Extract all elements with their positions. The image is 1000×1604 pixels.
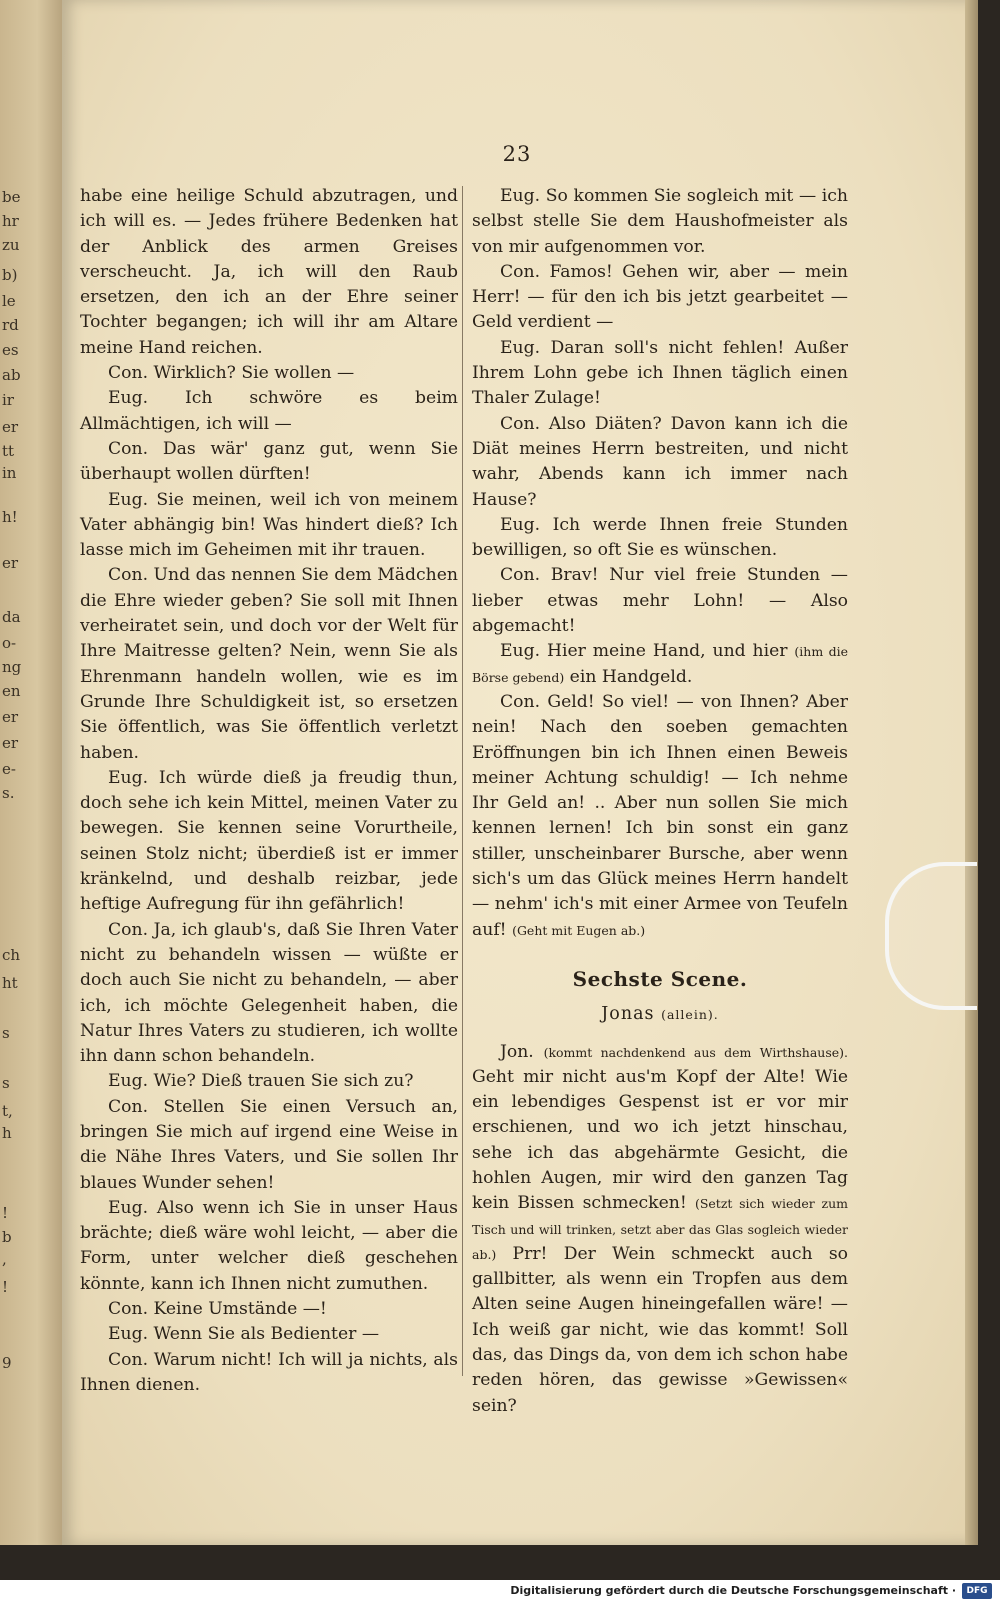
dialogue-paragraph: Eug. Ich schwöre es beim Allmächtigen, ich will — [80, 388, 458, 434]
right-column [472, 184, 848, 1419]
margin-glyph: h [2, 1124, 12, 1142]
dialogue-paragraph: Eug. Also wenn ich Sie in unser Haus brächte; dieß wäre wohl leicht, — aber die Form, unter welcher dieß geschehen könnte, kann ich Ihnen nicht zumuthen. [80, 1197, 458, 1294]
left-column [80, 184, 458, 1398]
margin-glyph: ng [2, 658, 22, 676]
page-number: 23 [502, 142, 532, 166]
margin-glyph: zu [2, 236, 20, 254]
geld-text: Con. Geld! So viel! — von Ihnen? Aber nein! Nach den soeben gemachten Eröffnungen bin ich Ihnen einen Beweis meiner Achtung schuldig! — Ich nehme Ihr Geld an! .. Aber nun sollen Sie mich kennen lernen! Ich bin sonst ein ganz stiller, unscheinbarer Bursche, aber wenn sich's um das Glück meines Herrn handelt — nehm' ich's mit einer Armee von Teufeln auf! [472, 691, 848, 940]
monologue-stage-1: (kommt nachdenkend aus dem Wirthshause). [543, 1044, 849, 1060]
stage-direction: (ihm die Börse gebend) [472, 644, 849, 685]
dialogue-paragraph: Con. Und das nennen Sie dem Mädchen die Ehre wieder geben? Sie soll mit Ihnen verheiratet sein, und doch vor der Welt für Ihre Maitresse gelten? Nein, wenn Sie als Ehrenmann handeln wollen, wie es im Grunde Ihre Schuldigkeit ist, so ersetzen Sie öffentlich, was Sie öffentlich verletzt haben. [80, 565, 458, 763]
margin-glyph: es [2, 341, 19, 359]
margin-glyph: le [2, 292, 16, 310]
margin-glyph: ir [2, 391, 14, 409]
margin-glyph: o- [2, 634, 17, 652]
margin-glyph: er [2, 708, 19, 726]
scene-person-note: (allein). [661, 1007, 719, 1023]
dialogue-paragraph: Eug. Wenn Sie als Bedienter — [108, 1324, 380, 1345]
margin-glyph: ! [2, 1278, 9, 1296]
dfg-logo-icon: DFG [962, 1583, 992, 1599]
hand-text-before: Eug. Hier meine Hand, und hier [500, 641, 795, 662]
glass-clip [885, 862, 977, 1010]
monologue-paragraph [472, 1040, 848, 1419]
margin-glyph: b [2, 1228, 12, 1246]
hand-text-after: ein Handgeld. [564, 666, 693, 687]
monologue-text-2: Prr! Der Wein schmeckt auch so gallbitter, als wenn ein Tropfen aus dem Alten seine Augen hineingefallen wäre! — Ich weiß gar nicht, wie das kommt! Soll das, das Dings da, von dem ich schon habe reden hören, das gewisse »Gewissen« sein? [472, 1243, 848, 1416]
book-page [62, 0, 972, 1545]
dialogue-paragraph: Eug. Wie? Dieß trauen Sie sich zu? [108, 1071, 414, 1092]
margin-glyph: , [2, 1250, 7, 1268]
margin-glyph: be [2, 188, 21, 206]
margin-glyph: h! [2, 508, 18, 526]
page-edge [965, 0, 978, 1545]
margin-glyph: er [2, 554, 19, 572]
margin-glyph: ch [2, 946, 21, 964]
margin-glyph: rd [2, 316, 19, 334]
margin-glyph: s. [2, 784, 15, 802]
monologue-stage-2: (Setzt sich wieder zum Tisch und will trinken, setzt aber das Glas sogleich wieder ab.) [472, 1196, 848, 1262]
column-divider [462, 186, 463, 1376]
margin-glyph: b) [2, 266, 18, 284]
monologue-speaker: Jon. [500, 1041, 544, 1062]
scene-persons [472, 1002, 848, 1027]
dialogue-paragraph: Con. Warum nicht! Ich will ja nichts, als Ihnen dienen. [80, 1349, 458, 1395]
dialogue-paragraph: Eug. Ich würde dieß ja freudig thun, doch sehe ich kein Mittel, meinen Vater zu bewegen. Sie kennen seine Vorurtheile, seinen Stolz nicht; überdieß ist er immer kränkelnd, und deshalb reizbar, jede heftige Aufregung für ihn gefährlich! [80, 767, 458, 915]
margin-glyph: en [2, 682, 21, 700]
margin-glyph: da [2, 608, 21, 626]
margin-glyph: ht [2, 974, 18, 992]
margin-glyph: ab [2, 366, 21, 384]
dialogue-paragraph: habe eine heilige Schuld abzutragen, und ich will es. — Jedes frühere Bedenken hat der Anblick des armen Greises verscheucht. Ja, ich will den Raub ersetzen, den ich an der Ehre seiner Tochter begangen; ich will ihr am Altare meine Hand reichen. [80, 186, 458, 358]
dialogue-paragraph: Con. Keine Umstände —! [108, 1299, 327, 1320]
scene-title: Sechste Scene. [572, 966, 748, 991]
stage-direction-exit: (Geht mit Eugen ab.) [512, 922, 646, 938]
dialogue-paragraph: Eug. So kommen Sie sogleich mit — ich selbst stelle Sie dem Haushofmeister als von mir aufgenommen vor. [472, 186, 848, 257]
dialogue-paragraph: Eug. Ich werde Ihnen freie Stunden bewilligen, so oft Sie es wünschen. [472, 514, 848, 561]
margin-glyph: ! [2, 1204, 9, 1222]
dialogue-paragraph: Con. Stellen Sie einen Versuch an, bringen Sie mich auf irgend eine Weise in die Nähe Ihres Vaters, und Sie sollen Ihr blaues Wunder sehen! [80, 1096, 458, 1193]
paragraph-hand [472, 639, 848, 690]
margin-glyph: hr [2, 212, 19, 230]
margin-glyph: in [2, 464, 17, 482]
margin-glyph: er [2, 418, 19, 436]
margin-glyph: t, [2, 1102, 13, 1120]
dialogue-paragraph: Con. Also Diäten? Davon kann ich die Diät meines Herrn bestreiten, und nicht wahr, Abends kann ich immer nach Hause? [472, 413, 848, 510]
margin-glyph: s [2, 1074, 10, 1092]
margin-glyph: 9 [2, 1354, 12, 1372]
paragraph-geld [472, 690, 848, 943]
margin-glyph: tt [2, 442, 15, 460]
dialogue-paragraph: Con. Ja, ich glaub's, daß Sie Ihren Vater nicht zu behandeln wissen — wüßte er doch auch Sie nicht zu behandeln, — aber ich, ich möchte Gelegenheit haben, die Natur Ihres Vaters zu studieren, ich wollte ihn dann schon behandeln. [80, 919, 458, 1067]
margin-glyph: s [2, 1024, 10, 1042]
dialogue-paragraph: Con. Brav! Nur viel freie Stunden — lieber etwas mehr Lohn! — Also abgemacht! [472, 565, 848, 637]
monologue-text-1: Geht mir nicht aus'm Kopf der Alte! Wie ein lebendiges Gespenst ist er vor mir erschienen, und wo ich jetzt hinschau, sehe ich das abgehärmte Gesicht, die hohlen Augen, mir wird den ganzen Tag kein Bissen schmecken! [472, 1066, 848, 1214]
margin-glyph: e- [2, 760, 16, 778]
scene-person-name: Jonas [601, 1004, 655, 1025]
dialogue-paragraph: Con. Das wär' ganz gut, wenn Sie überhaupt wollen dürften! [80, 438, 458, 485]
dialogue-paragraph: Eug. Sie meinen, weil ich von meinem Vater abhängig bin! Was hindert dieß? Ich lasse mich im Geheimen mit ihr trauen. [80, 489, 458, 561]
footer-credit: Digitalisierung gefördert durch die Deutsche Forschungsgemeinschaft · [510, 1584, 956, 1597]
dialogue-paragraph: Eug. Daran soll's nicht fehlen! Außer Ihrem Lohn gebe ich Ihnen täglich einen Thaler Zulage! [472, 337, 848, 409]
dialogue-paragraph: Con. Famos! Gehen wir, aber — mein Herr! — für den ich bis jetzt gearbeitet — Geld verdient — [472, 261, 848, 333]
margin-glyph: er [2, 734, 19, 752]
dialogue-paragraph: Con. Wirklich? Sie wollen — [108, 363, 355, 384]
